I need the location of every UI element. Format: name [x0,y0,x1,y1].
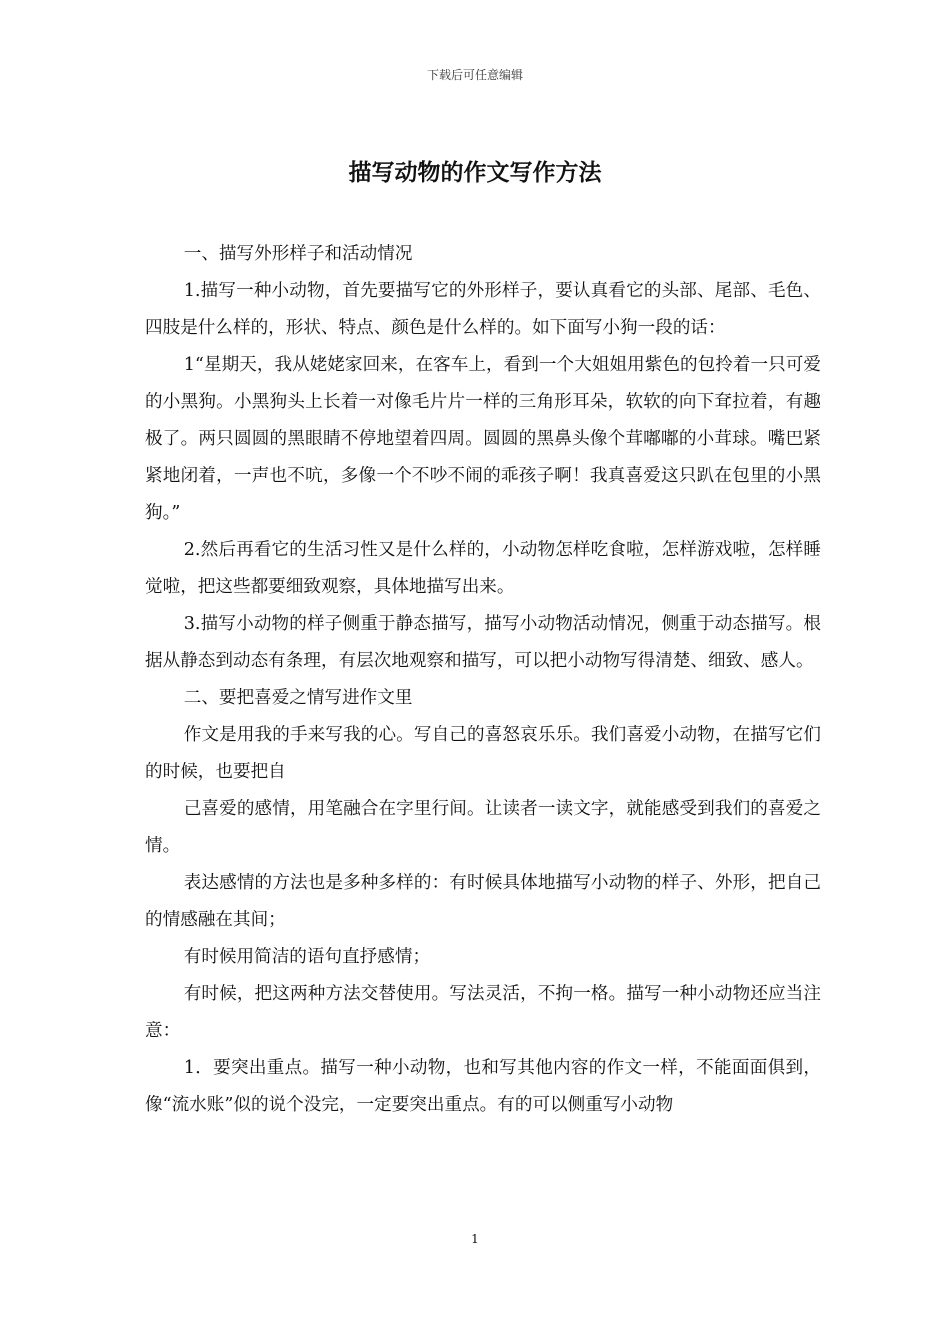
paragraph: 有时候，把这两种方法交替使用。写法灵活，不拘一格。描写一种小动物还应当注意： [145,984,821,1041]
page-number: 1 [471,1232,479,1246]
paragraph: 3.描写小动物的样子侧重于静态描写，描写小动物活动情况，侧重于动态描写。根据从静态到动态有条理，有层次地观察和描写，可以把小动物写得清楚、细致、感人。 [145,614,821,671]
section-heading-2: 二、要把喜爱之情写进作文里 [183,688,413,708]
paragraph: 1.描写一种小动物，首先要描写它的外形样子，要认真看它的头部、尾部、毛色、四肢是什么样的，形状、特点、颜色是什么样的。如下面写小狗一段的话： [145,281,821,338]
document-body [145,236,821,1124]
paragraph: 有时候用简洁的语句直抒感情； [183,947,431,967]
paragraph: 己喜爱的感情，用笔融合在字里行间。让读者一读文字，就能感受到我们的喜爱之情。 [145,799,821,856]
quoted-example: 1“星期天，我从姥姥家回来，在客车上，看到一个大姐姐用紫色的包拎着一只可爱的小黑狗。小黑狗头上长着一对像毛片片一样的三角形耳朵，软软的向下耷拉着，有趣极了。两只圆圆的黑眼睛不停地望着四周。圆圆的黑鼻头像个茸嘟嘟的小茸球。嘴巴紧紧地闭着，一声也不吭，多像一个不吵不闹的乖孩子啊！我真喜爱这只趴在包里的小黑狗。” [145,355,821,523]
section-heading-1: 一、描写外形样子和活动情况 [183,244,413,264]
paragraph: 1．要突出重点。描写一种小动物，也和写其他内容的作文一样，不能面面俱到，像“流水账”似的说个没完，一定要突出重点。有的可以侧重写小动物 [145,1058,821,1115]
paragraph: 表达感情的方法也是多种多样的：有时候具体地描写小动物的样子、外形，把自己的情感融在其间； [145,873,821,930]
document-title: 描写动物的作文写作方法 [348,159,602,186]
paragraph: 2.然后再看它的生活习性又是什么样的，小动物怎样吃食啦，怎样游戏啦，怎样睡觉啦，把这些都要细致观察，具体地描写出来。 [145,540,821,597]
paragraph: 作文是用我的手来写我的心。写自己的喜怒哀乐乐。我们喜爱小动物，在描写它们的时候，也要把自 [145,725,821,782]
header-note: 下载后可任意编辑 [426,68,523,82]
